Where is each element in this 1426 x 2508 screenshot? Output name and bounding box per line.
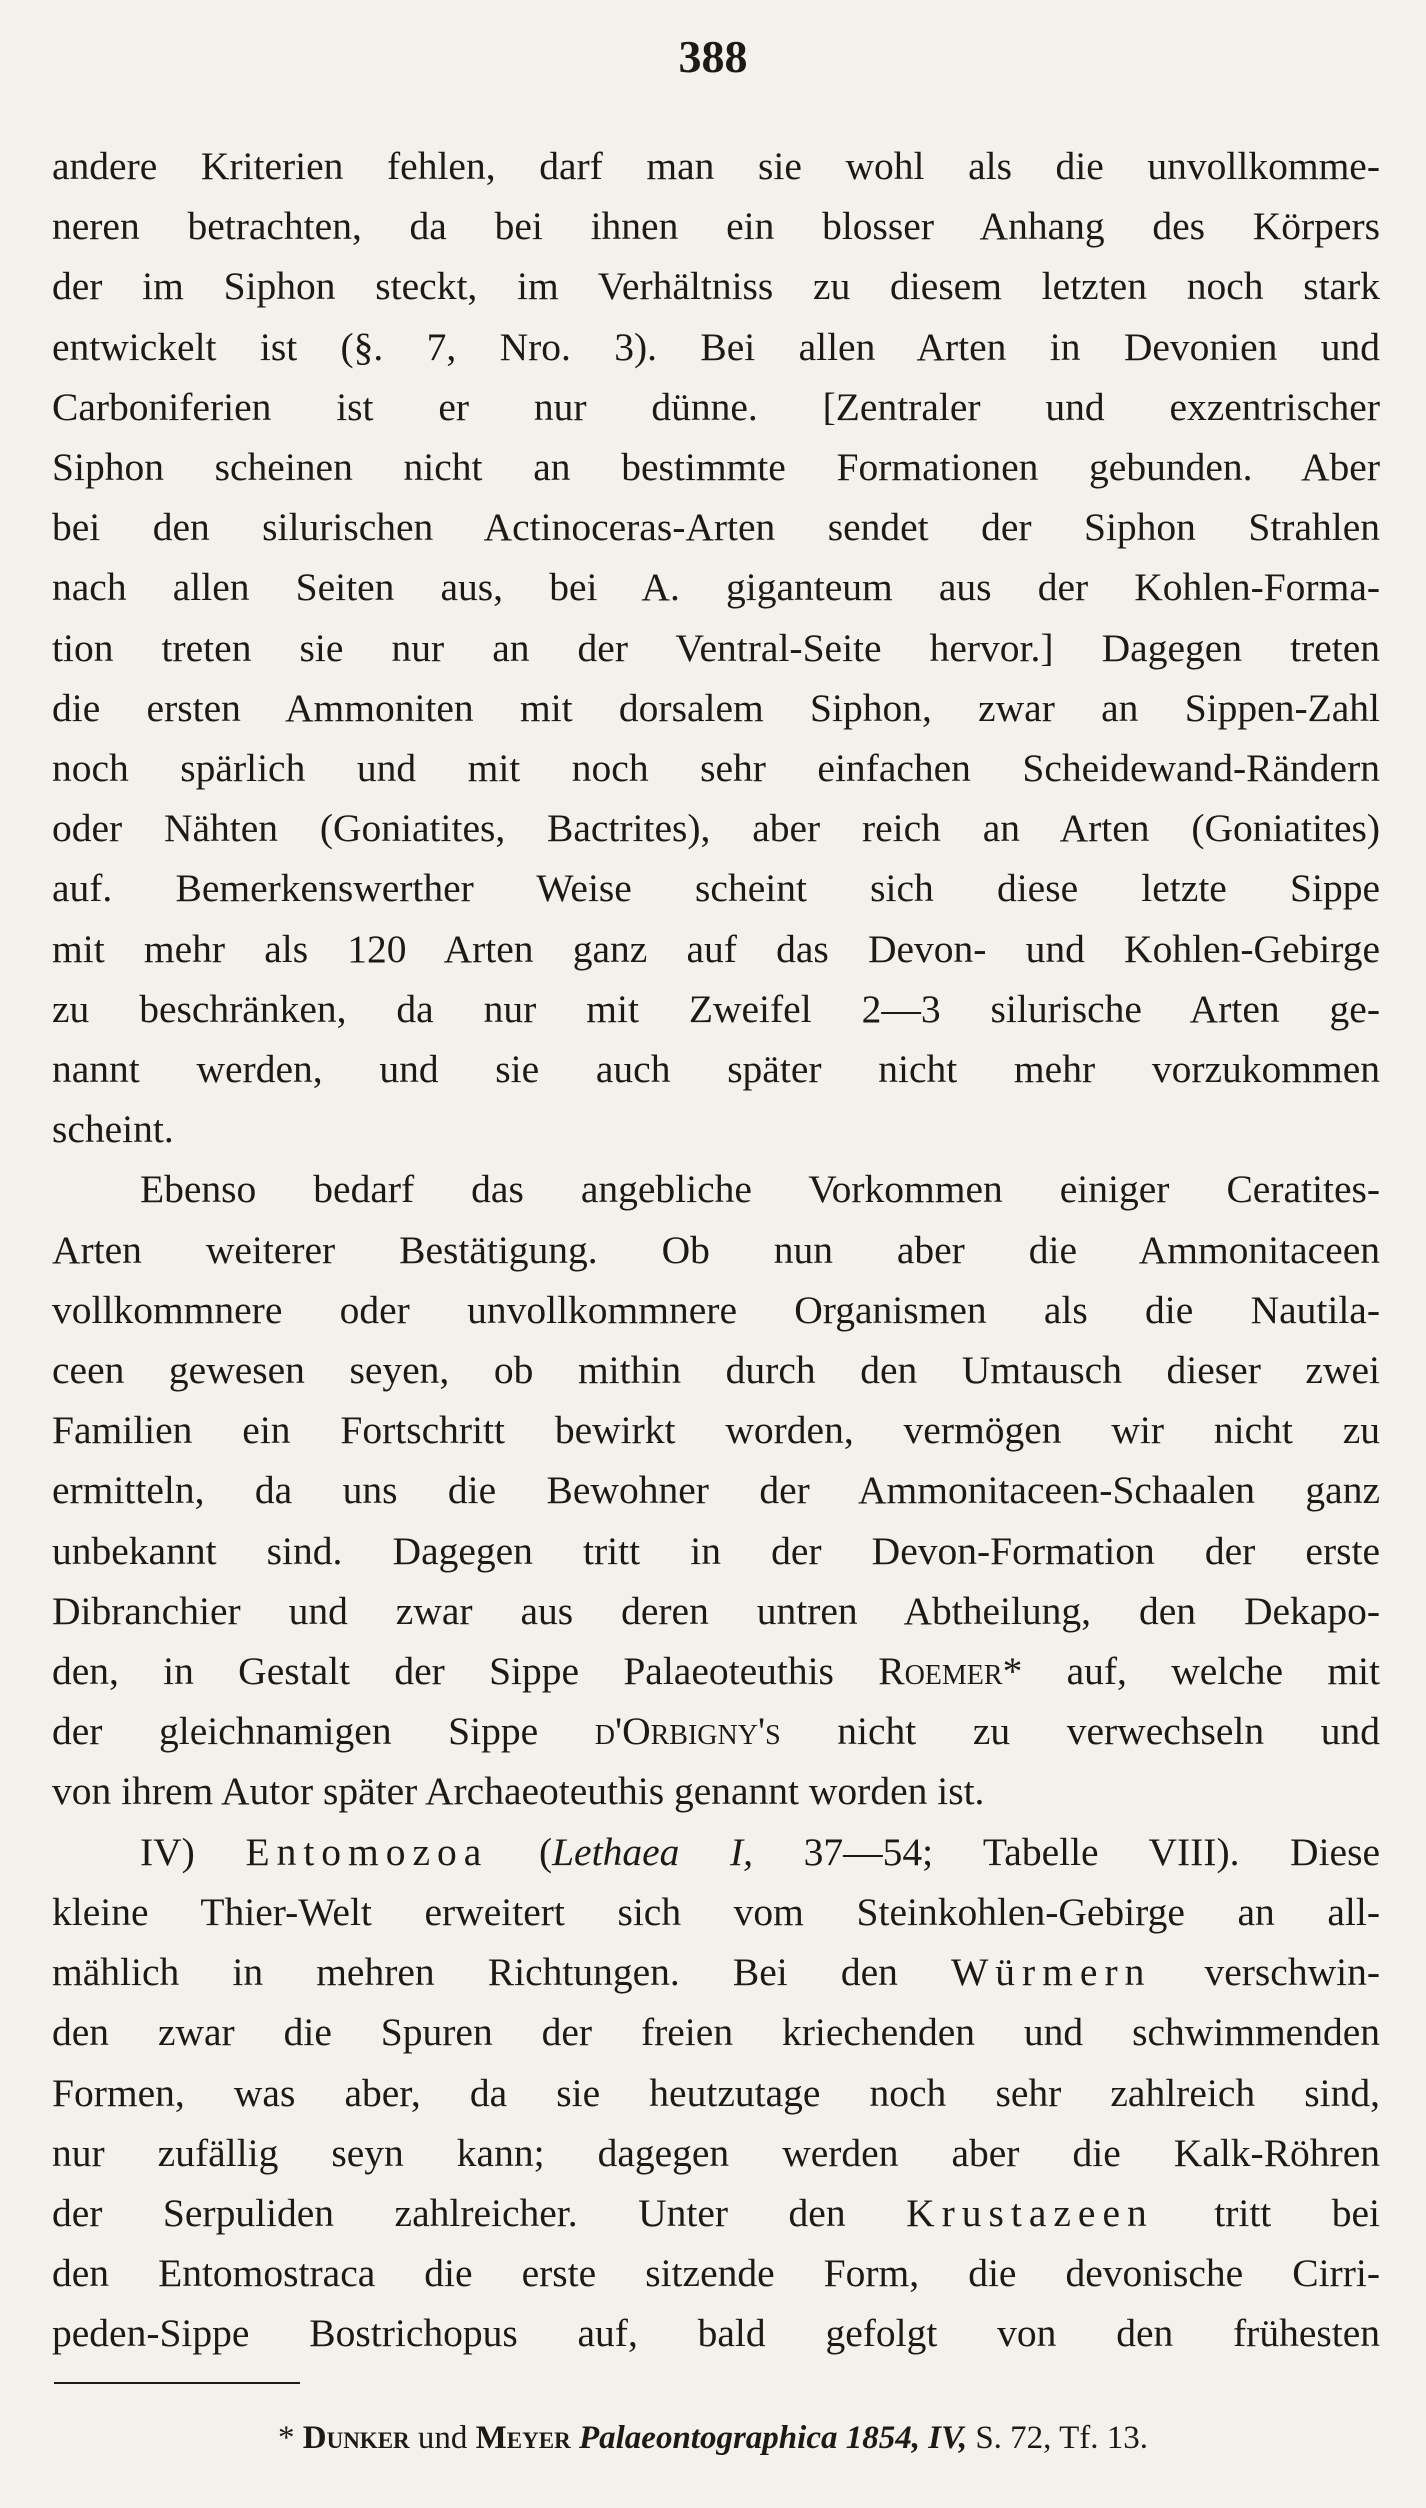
text-segment: mählich in mehren Richtungen. Bei den [52,1950,898,1995]
footnote [0,2420,1426,2457]
text-line: mit mehr als 120 Arten ganz auf das Devon- und Kohlen-Gebirge [52,926,1380,971]
text-segment: ( [538,1829,553,1874]
footnote-author: Meyer [475,2420,571,2456]
text-line: der im Siphon steckt, im Verhältniss zu diesem letzten noch stark [52,264,1380,309]
text-line: auf. Bemerkenswerther Weise scheint sich diese letzte Sippe [52,866,1380,911]
page-number: 388 [678,31,748,82]
text-line: ceen gewesen seyen, ob mithin durch den Umtausch dieser zwei [52,1348,1380,1393]
text-line: peden-Sippe Bostrichopus auf, bald gefolgt von den frühesten [52,2311,1380,2356]
author-name: Roemer [878,1649,1003,1694]
text-line: Familien ein Fortschritt bewirkt worden, vermögen wir nicht zu [52,1408,1380,1453]
body-text [52,136,1380,2364]
text-line: Arten weiterer Bestätigung. Ob nun aber die Ammonitaceen [52,1227,1380,1272]
footnote-marker: * [278,2420,295,2456]
text-line [52,1942,1380,2002]
footnote-author: Dunker [302,2420,410,2456]
text-segment: den, in Gestalt der Sippe Palaeoteuthis [52,1649,834,1694]
text-segment: nicht zu verwechseln und [837,1709,1381,1754]
text-line: nannt werden, und sie auch später nicht mehr vorzukommen [52,1047,1380,1092]
text-segment: der Serpuliden zahlreicher. Unter den [52,2190,846,2235]
section-term: Krustazeen [906,2190,1154,2235]
text-line: von ihrem Autor später Archaeoteuthis genannt worden ist. [52,1769,985,1814]
text-line: zu beschränken, da nur mit Zweifel 2—3 silurische Arten ge- [52,986,1380,1031]
section-term: Würmern [951,1950,1152,1995]
author-name: d'Orbigny's [594,1709,781,1754]
text-line: Ebenso bedarf das angebliche Vorkommen einiger Ceratites- [140,1167,1380,1212]
text-line: vollkommnere oder unvollkommnere Organismen als die Nautila- [52,1287,1380,1332]
text-line: bei den silurischen Actinoceras-Arten sendet der Siphon Strahlen [52,505,1380,550]
text-line: den Entomostraca die erste sitzende Form, die devonische Cirri- [52,2251,1380,2296]
footnote-divider [54,2382,300,2384]
section-term: Entomozoa [245,1829,489,1874]
text-line: die ersten Ammoniten mit dorsalem Siphon, zwar an Sippen-Zahl [52,685,1380,730]
text-line: scheint. [52,1107,174,1152]
text-segment: der gleichnamigen Sippe [52,1709,539,1754]
footnote-title: Palaeontographica 1854, IV, [578,2420,968,2456]
text-line: entwickelt ist (§. 7, Nro. 3). Bei allen Arten in Devonien und [52,324,1380,369]
text-line: ermitteln, da uns die Bewohner der Ammonitaceen-Schaalen ganz [52,1468,1380,1513]
text-line: kleine Thier-Welt erweitert sich vom Steinkohlen-Gebirge an all- [52,1889,1380,1934]
text-line: Carboniferien ist er nur dünne. [Zentraler und exzentrischer [52,384,1380,429]
text-line: nach allen Seiten aus, bei A. giganteum aus der Kohlen-Forma- [52,565,1380,610]
text-line [52,1822,1380,1882]
text-line: andere Kriterien fehlen, darf man sie wohl als die unvollkomme- [52,144,1380,188]
text-line [52,1701,1380,1761]
text-line: tion treten sie nur an der Ventral-Seite hervor.] Dagegen treten [52,625,1380,670]
text-segment: verschwin- [1204,1950,1380,1995]
text-line: Dibranchier und zwar aus deren untren Abtheilung, den Dekapo- [52,1588,1380,1633]
footnote-text: und [417,2420,468,2456]
text-line: Formen, was aber, da sie heutzutage noch sehr zahlreich sind, [52,2070,1380,2115]
text-segment: 37—54; Tabelle VIII). Diese [803,1829,1380,1874]
text-line: Siphon scheinen nicht an bestimmte Formationen gebunden. Aber [52,445,1380,490]
text-segment: * auf, welche mit [1002,1649,1380,1694]
text-line: den zwar die Spuren der freien kriechenden und schwimmenden [52,2010,1380,2055]
footnote-reference: S. 72, Tf. 13. [975,2420,1148,2456]
text-line [52,2183,1380,2243]
reference-title: Lethaea I, [552,1829,753,1874]
text-line: unbekannt sind. Dagegen tritt in der Devon-Formation der erste [52,1528,1380,1573]
text-line: neren betrachten, da bei ihnen ein blosser Anhang des Körpers [52,204,1380,249]
text-line: nur zufällig seyn kann; dagegen werden aber die Kalk-Röhren [52,2130,1380,2175]
text-line: oder Nähten (Goniatites, Bactrites), aber reich an Arten (Goniatites) [52,806,1380,851]
text-segment: tritt bei [1214,2190,1381,2235]
text-line [52,1641,1380,1701]
text-line: noch spärlich und mit noch sehr einfachen Scheidewand-Rändern [52,746,1380,791]
text-segment: IV) [140,1829,195,1874]
